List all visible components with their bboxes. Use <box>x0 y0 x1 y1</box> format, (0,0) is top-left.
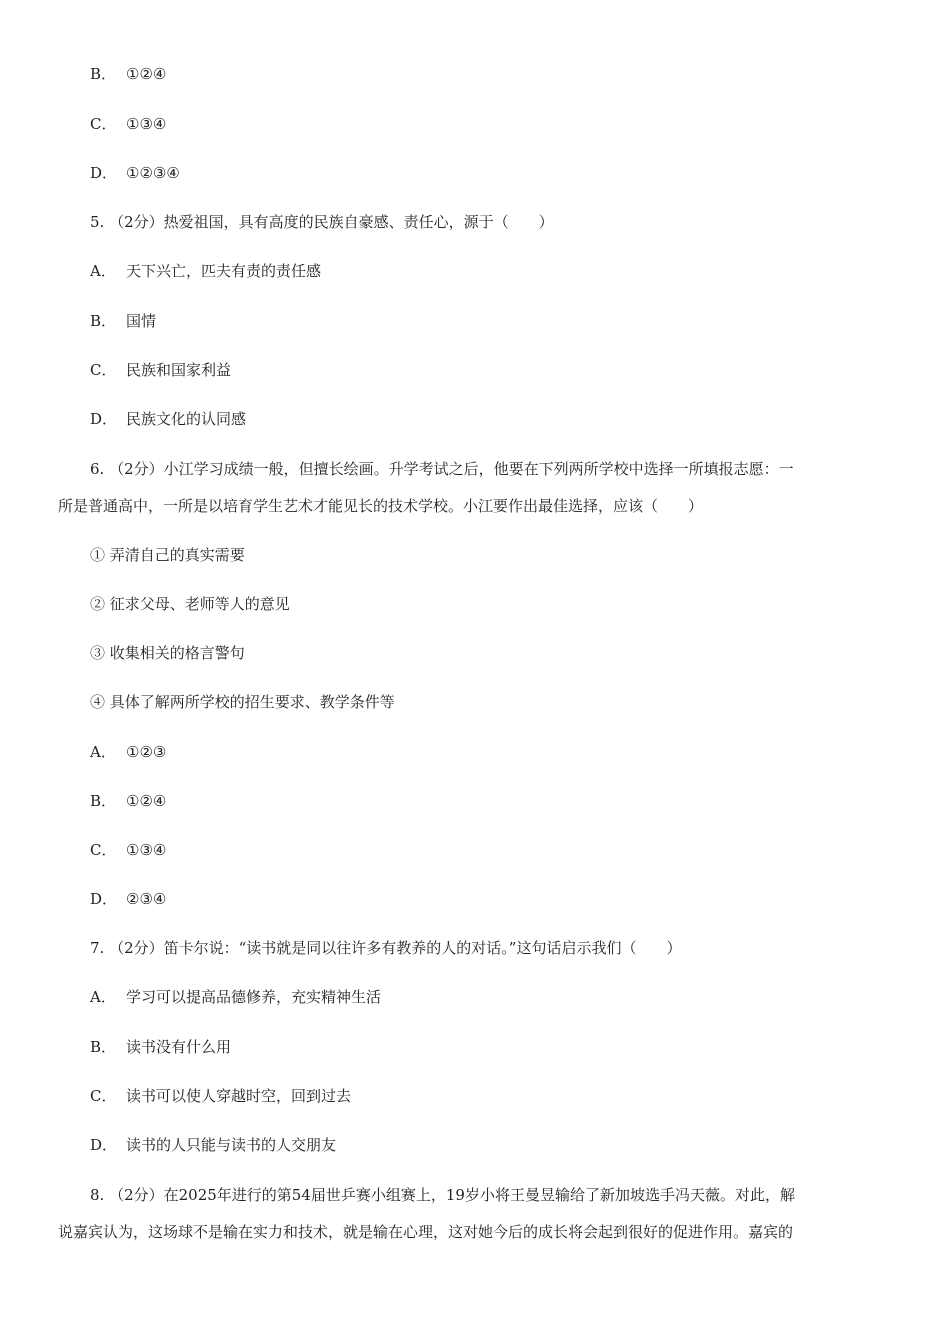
option-text: 民族和国家利益 <box>126 361 232 379</box>
q6-option-c <box>90 840 166 860</box>
option-letter: D． <box>90 410 118 428</box>
option-text: ①③④ <box>126 115 167 133</box>
q6-option-a <box>90 742 166 762</box>
option-letter: D． <box>90 890 118 908</box>
q5-option-a <box>90 261 321 281</box>
option-text: 学习可以提高品德修养，充实精神生活 <box>126 988 382 1006</box>
q7-option-a <box>90 987 381 1007</box>
option-text: ②③④ <box>126 890 167 908</box>
q6-statement-1: ① 弄清自己的真实需要 <box>90 546 245 564</box>
option-text: 读书的人只能与读书的人交朋友 <box>126 1136 337 1154</box>
option-letter: B． <box>90 1038 117 1056</box>
q6-option-b <box>90 791 166 811</box>
q6-statement-4: ④ 具体了解两所学校的招生要求、教学条件等 <box>90 693 395 711</box>
option-letter: B． <box>90 792 117 810</box>
option-letter: C． <box>90 361 117 379</box>
option-letter: D． <box>90 1136 118 1154</box>
question-6-stem-continued: 所是普通高中，一所是以培育学生艺术才能见长的技术学校。小江要作出最佳选择，应该（ ） <box>58 497 704 515</box>
option-text: 读书没有什么用 <box>126 1038 232 1056</box>
question-5-stem: 5. （2分）热爱祖国，具有高度的民族自豪感、责任心，源于（ ） <box>90 213 554 231</box>
q7-option-c <box>90 1086 351 1106</box>
option-text: 天下兴亡，匹夫有责的责任感 <box>126 262 322 280</box>
option-text: 读书可以使人穿越时空，回到过去 <box>126 1087 352 1105</box>
option-c <box>90 114 166 134</box>
q6-statement-2: ② 征求父母、老师等人的意见 <box>90 595 290 613</box>
question-8-stem: 8. （2分）在2025年进行的第54届世乒赛小组赛上，19岁小将王曼昱输给了新加坡选手冯天薇。对此，解 <box>90 1186 795 1204</box>
option-letter: C． <box>90 841 117 859</box>
option-text: ①③④ <box>126 841 167 859</box>
option-letter: A． <box>90 743 116 761</box>
option-letter: D． <box>90 164 118 182</box>
option-text: ①②③ <box>126 743 167 761</box>
option-letter: A． <box>90 988 116 1006</box>
option-b <box>90 64 166 84</box>
option-letter: B． <box>90 65 117 83</box>
option-text: ①②④ <box>126 65 167 83</box>
question-6-stem: 6. （2分）小江学习成绩一般，但擅长绘画。升学考试之后，他要在下列两所学校中选择一所填报志愿：一 <box>90 460 794 478</box>
option-d <box>90 163 180 183</box>
option-letter: C． <box>90 1087 117 1105</box>
question-7-stem: 7. （2分）笛卡尔说：“读书就是同以往许多有教养的人的对话。”这句话启示我们（ ） <box>90 939 682 957</box>
q6-option-d <box>90 889 166 909</box>
q7-option-b <box>90 1037 231 1057</box>
option-letter: A． <box>90 262 116 280</box>
option-letter: B． <box>90 312 117 330</box>
q5-option-b <box>90 311 156 331</box>
q6-statement-3: ③ 收集相关的格言警句 <box>90 644 245 662</box>
question-8-stem-continued: 说嘉宾认为，这场球不是输在实力和技术，就是输在心理，这对她今后的成长将会起到很好的促进作用。嘉宾的 <box>58 1223 794 1241</box>
option-text: 民族文化的认同感 <box>126 410 247 428</box>
q7-option-d <box>90 1135 336 1155</box>
option-text: ①②③④ <box>126 164 180 182</box>
q5-option-d <box>90 409 246 429</box>
option-text: ①②④ <box>126 792 167 810</box>
option-letter: C． <box>90 115 117 133</box>
option-text: 国情 <box>126 312 157 330</box>
q5-option-c <box>90 360 231 380</box>
